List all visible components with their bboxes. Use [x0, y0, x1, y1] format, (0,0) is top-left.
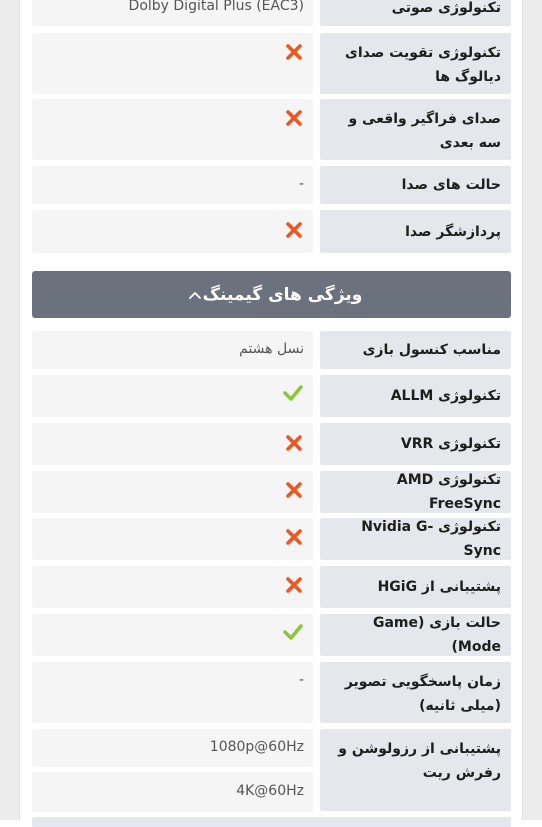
spec-value-vrr: [32, 423, 313, 465]
cross-icon: [284, 433, 304, 453]
cross-icon: [284, 108, 304, 128]
cross-icon: [284, 480, 304, 500]
spec-value-surround: [32, 99, 313, 160]
check-icon: [282, 383, 304, 403]
spec-value-sound-processor: [32, 210, 313, 253]
spec-value-console: نسل هشتم: [32, 331, 313, 369]
spec-label-resolution-refresh: پشتیبانی از رزولوشن و رفرش ریت: [320, 729, 511, 811]
spec-value-allm: [32, 375, 313, 417]
spec-label-freesync: تکنولوژی AMD FreeSync: [320, 471, 511, 513]
spec-value-audio-tech: Dolby Digital Plus (EAC3): [32, 0, 313, 26]
spec-label-console: مناسب کنسول بازی: [320, 331, 511, 369]
spec-label-game-mode: حالت بازی (Game Mode): [320, 614, 511, 656]
check-icon: [282, 622, 304, 642]
section-title: ویژگی های گیمینگ: [202, 284, 363, 305]
spec-label-surround: صدای فراگیر واقعی و سه بعدی: [320, 99, 511, 160]
spec-value-response-time: -: [32, 662, 313, 723]
spec-label-response-time: زمان پاسخگویی تصویر (میلی ثانیه): [320, 662, 511, 723]
spec-label-sound-modes: حالت های صدا: [320, 166, 511, 204]
spec-label-sound-processor: پردازشگر صدا: [320, 210, 511, 253]
spec-value-freesync: [32, 471, 313, 513]
spec-value-sound-modes: -: [32, 166, 313, 204]
spec-label-allm: تکنولوژی ALLM: [320, 375, 511, 417]
spec-value-gsync: [32, 518, 313, 560]
cross-icon: [284, 527, 304, 547]
chevron-up-icon: [187, 287, 203, 303]
spec-label-gsync: تکنولوژی Nvidia G-Sync: [320, 518, 511, 560]
spec-label-hgig: پشتیبانی از HGiG: [320, 566, 511, 608]
spec-label-dialogue-enhance: تکنولوژی تقویت صدای دیالوگ ها: [320, 33, 511, 94]
cross-icon: [284, 42, 304, 62]
spec-value-hgig: [32, 566, 313, 608]
spec-value-resolution-2: 4K@60Hz: [32, 772, 313, 812]
cross-icon: [284, 575, 304, 595]
gaming-section-toggle[interactable]: [32, 271, 511, 318]
spec-value-dialogue-enhance: [32, 33, 313, 94]
spec-value-game-mode: [32, 614, 313, 656]
cross-icon: [284, 220, 304, 240]
right-gutter: [522, 0, 542, 820]
next-row-edge: [32, 817, 511, 827]
spec-label-audio-tech: تکنولوژی صوتی: [320, 0, 511, 26]
spec-label-vrr: تکنولوژی VRR: [320, 423, 511, 465]
spec-value-resolution-1: 1080p@60Hz: [32, 729, 313, 767]
left-gutter: [0, 0, 20, 820]
